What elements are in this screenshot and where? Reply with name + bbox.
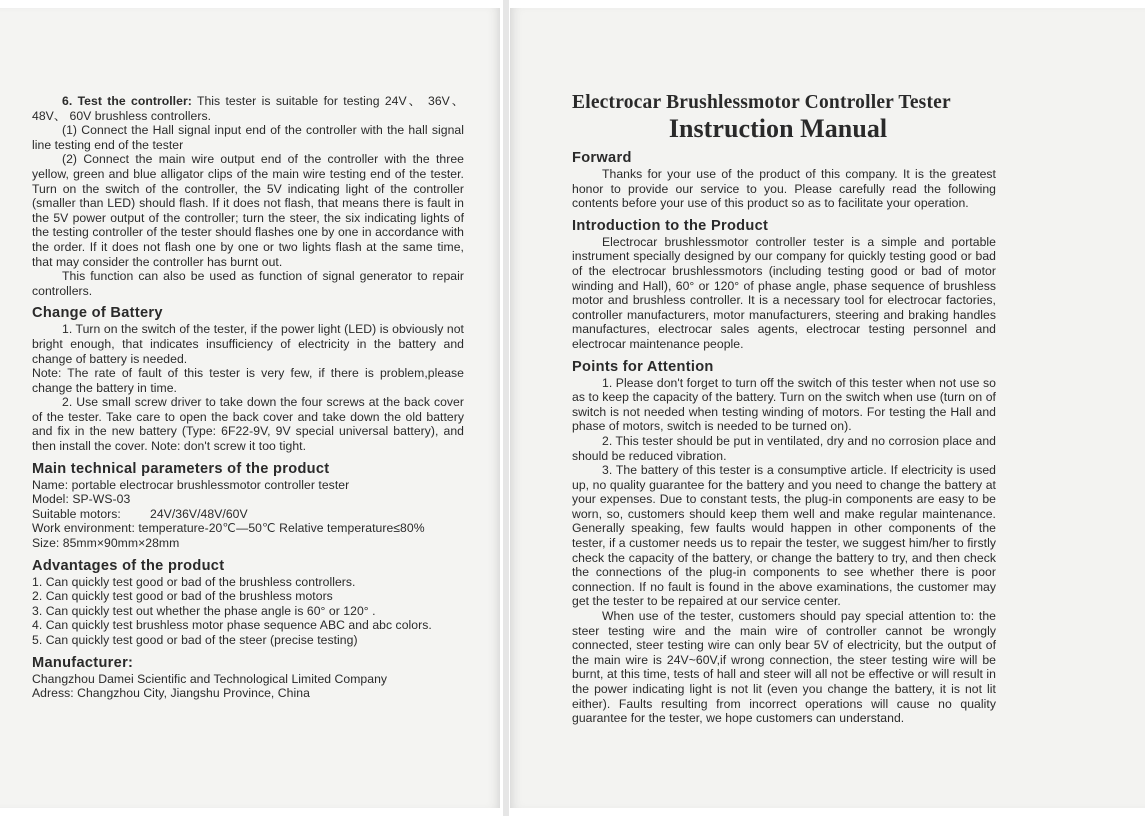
forward-text: Thanks for your use of the product of this company. It is the greatest honor to provide our service to you. Please carefully read the following contents before your use of this product so as to facilitate your operation.	[572, 167, 996, 211]
advantage-item: 1. Can quickly test good or bad of the brushless controllers.	[32, 574, 356, 589]
advantage-item: 2. Can quickly test good or bad of the brushless motors	[32, 589, 333, 604]
param-motors	[32, 507, 464, 522]
battery-note: Note: The rate of fault of this tester is very few, if there is problem,please change the battery in time.	[32, 366, 464, 395]
battery-step1: 1. Turn on the switch of the tester, if the power light (LED) is obviously not bright enough, that indicates insufficiency of electricity in the battery and change of battery is needed.	[32, 322, 464, 366]
manual-title: Electrocar Brushlessmotor Controller Tester	[572, 92, 951, 113]
param-name: Name: portable electrocar brushlessmotor controller tester	[32, 477, 350, 492]
manual-subtitle: Instruction Manual	[668, 114, 888, 143]
advantage-item: 4. Can quickly test brushless motor phase sequence ABC and abc colors.	[32, 618, 432, 633]
test-controller-step1: (1) Connect the Hall signal input end of the controller with the hall signal line testing end of the tester	[32, 123, 464, 152]
battery-heading: Change of Battery	[32, 305, 163, 322]
attention-point3: 3. The battery of this tester is a consumptive article. If electricity is used up, no quality guarantee for the battery and you need to change the battery at your expenses. Due to constant tests, the plug-in components are easy to be worn, so, customers should keep them well and make regular maintenance. Generally speaking, few faults would happen in other components of the tester, if a customer needs us to repair the tester, we suggest him/her to firstly check the capacity of the battery, or change the battery to try, and then check the connections of the plug-in components to see whether there is poor connection. If no fault is found in the above examinations, the customer may get the tester to be repaired at our service center.	[572, 463, 996, 609]
attention-point1: 1. Please don't forget to turn off the switch of this tester when not use so as to keep the capacity of the battery. Turn on the switch when use (turn on of switch is not needed when testing winding of motors. For testing the Hall and phase of motors, switch is needed to be turned on).	[572, 375, 996, 434]
param-motors-value: 24V/36V/48V/60V	[150, 506, 248, 521]
param-size: Size: 85mm×90mm×28mm	[32, 536, 180, 551]
param-model: Model: SP-WS-03	[32, 492, 131, 507]
param-motors-label: Suitable motors:	[32, 506, 121, 521]
test-controller-intro	[32, 94, 464, 123]
advantage-item: 3. Can quickly test out whether the phase angle is 60° or 120° .	[32, 603, 376, 618]
params-heading: Main technical parameters of the product	[32, 460, 330, 477]
right-column	[572, 92, 996, 726]
introduction-heading: Introduction to the Product	[572, 217, 769, 234]
manufacturer-company: Changzhou Damei Scientific and Technological Limited Company	[32, 671, 388, 686]
advantage-item: 5. Can quickly test good or bad of the steer (precise testing)	[32, 633, 358, 647]
manufacturer-address: Adress: Changzhou City, Jiangshu Province, China	[32, 686, 310, 701]
left-column	[32, 94, 464, 701]
advantages-heading: Advantages of the product	[32, 557, 225, 574]
test-controller-step2: (2) Connect the main wire output end of the controller with the three yellow, green and blue alligator clips of the main wire testing end of the tester. Turn on the switch of the controller, the 5V indicating light of the controller (smaller than LED) should flash. If it does not flash, that means there is fault in the 5V power output of the controller; turn the steer, the six indicating lights of the testing controller of the tester should flashes one by one in accordance with the order. If it does not flash one by one or two lights flash at the same time, that may consider the controller has burnt out.	[32, 152, 464, 269]
param-environment: Work environment: temperature-20℃—50℃ Relative temperature≤80%	[32, 521, 425, 536]
params-list	[32, 478, 464, 551]
battery-step2: 2. Use small screw driver to take down the four screws at the back cover of the tester. Take care to open the back cover and take down the old battery and fix in the new battery (Type: 6F22-9V, 9V special universal battery), and then install the cover. Note: don't screw it too tight.	[32, 395, 464, 454]
attention-heading: Points for Attention	[572, 358, 714, 375]
forward-heading: Forward	[572, 150, 632, 166]
introduction-text: Electrocar brushlessmotor controller tester is a simple and portable instrument specially designed by our company for quickly testing good or bad of the electrocar brushlessmotors (including testing good or bad of motor winding and Hall), 60° or 120° of phase angle, phase sequence of brushless motor and brushless controller. It is a necessary tool for electrocar factories, controller manufacturers, motor manufacturers, steering and braking handles manufactures, electrocar sales agents, electrocar testing personnel and electrocar maintenance people.	[572, 234, 996, 351]
test-controller-heading: 6. Test the controller:	[62, 94, 192, 108]
page-fold	[503, 0, 509, 816]
signal-generator-note: This function can also be used as function of signal generator to repair controllers.	[32, 269, 464, 298]
test-controller-intro-text: This tester is suitable for testing 24V、 36V、 48V、 60V brushless controllers.	[32, 94, 464, 123]
manufacturer-heading: Manufacturer:	[32, 654, 134, 671]
attention-point4: When use of the tester, customers should pay special attention to: the steer testing wire and the main wire of controller cannot be wrongly connected, steer testing wire can only bear 5V of electricity, but the output of the main wire is 24V~60V,if wrong connection, the steer testing wire will be burnt, at this time, tests of hall and steer will all not be effective or will result in the power indicating light is not lit (even you change the battery, it is not lit either). Faults resulting from incorrect operations will cause no quality guarantee for the tester, we hope customers can understand.	[572, 609, 996, 726]
attention-point2: 2. This tester should be put in ventilated, dry and no corrosion place and should be reduced vibration.	[572, 433, 996, 463]
advantages-list	[32, 575, 464, 648]
